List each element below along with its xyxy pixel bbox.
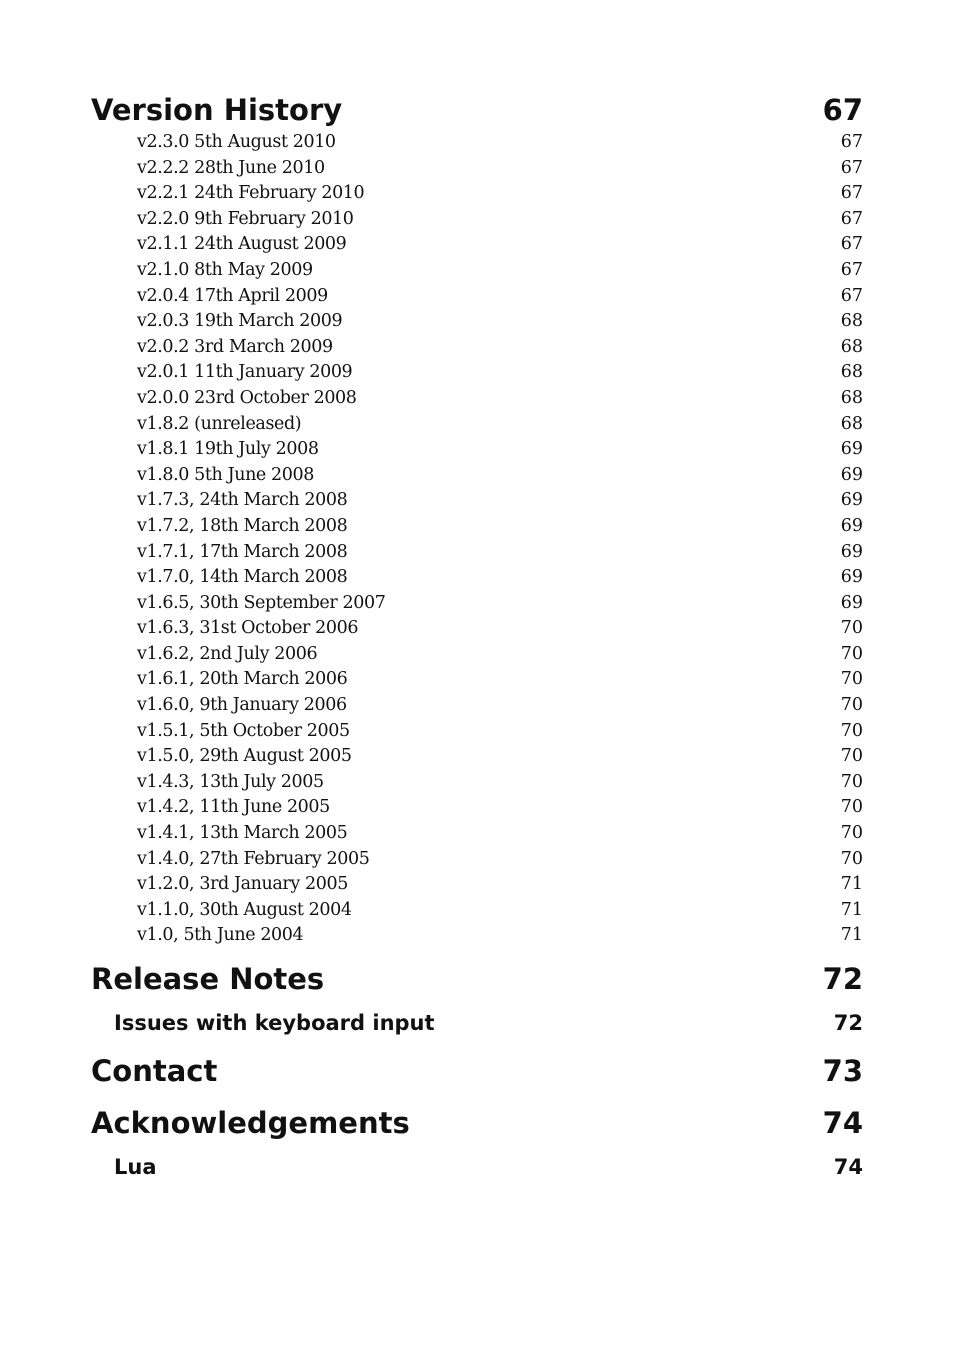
toc-entry-label: v1.8.2 (unreleased) xyxy=(137,413,302,434)
toc-entry[interactable] xyxy=(91,207,863,233)
section-title: Lua xyxy=(114,1155,157,1179)
toc-entry[interactable] xyxy=(91,463,863,489)
toc-entry[interactable] xyxy=(91,872,863,898)
toc-entry-label: v2.0.3 19th March 2009 xyxy=(137,311,343,332)
chapter-title: Acknowledgements xyxy=(91,1106,410,1140)
toc-entry-label: v2.0.1 11th January 2009 xyxy=(137,362,353,383)
toc-entry-page: 69 xyxy=(840,515,863,536)
toc-entry-label: v1.6.2, 2nd July 2006 xyxy=(137,643,318,664)
toc-entry[interactable] xyxy=(91,514,863,540)
toc-entry-page: 70 xyxy=(840,618,863,639)
toc-entry-page: 69 xyxy=(840,490,863,511)
toc-entry[interactable] xyxy=(91,770,863,796)
toc-entry-label: v1.6.5, 30th September 2007 xyxy=(137,592,386,613)
toc-entry[interactable] xyxy=(91,923,863,949)
toc-section-lua[interactable] xyxy=(91,1151,863,1183)
toc-entry-label: v1.7.0, 14th March 2008 xyxy=(137,567,348,588)
section-page: 74 xyxy=(833,1155,863,1179)
toc-entry-label: v2.3.0 5th August 2010 xyxy=(137,132,336,152)
toc-entry-page: 70 xyxy=(840,746,863,767)
toc-entry-label: v2.2.1 24th February 2010 xyxy=(137,183,365,204)
toc-entry[interactable] xyxy=(91,488,863,514)
toc-entry[interactable] xyxy=(91,642,863,668)
chapter-title: Release Notes xyxy=(91,962,325,996)
toc-entry[interactable] xyxy=(91,437,863,463)
section-title: Issues with keyboard input xyxy=(114,1011,435,1035)
toc-chapter-release-notes[interactable] xyxy=(91,959,863,999)
toc-entry[interactable] xyxy=(91,360,863,386)
toc-entry[interactable] xyxy=(91,616,863,642)
toc-chapter-acknowledgements[interactable] xyxy=(91,1103,863,1143)
toc-entry-label: v1.7.3, 24th March 2008 xyxy=(137,490,348,511)
toc-entry[interactable] xyxy=(91,847,863,873)
toc-entry-page: 68 xyxy=(840,387,863,408)
toc-entry-label: v1.8.0 5th June 2008 xyxy=(137,464,314,485)
toc-entry[interactable] xyxy=(91,309,863,335)
toc-entry-label: v1.5.1, 5th October 2005 xyxy=(137,720,350,741)
toc-entry-label: v2.0.0 23rd October 2008 xyxy=(137,387,357,408)
toc-entry[interactable] xyxy=(91,284,863,310)
toc-entry-page: 67 xyxy=(840,208,863,229)
chapter-title: Contact xyxy=(91,1054,218,1088)
toc-entry[interactable] xyxy=(91,719,863,745)
toc-entry-page: 68 xyxy=(840,362,863,383)
toc-entry-page: 69 xyxy=(840,592,863,613)
toc-entry-label: v1.1.0, 30th August 2004 xyxy=(137,899,352,920)
toc-entry-page: 68 xyxy=(840,311,863,332)
toc-entry-label: v2.1.0 8th May 2009 xyxy=(137,259,313,280)
toc-entry-page: 70 xyxy=(840,771,863,792)
toc-section-issues-with-keyboard-input[interactable] xyxy=(91,1007,863,1039)
toc-entry-label: v2.2.0 9th February 2010 xyxy=(137,208,354,229)
toc-entry-label: v1.6.1, 20th March 2006 xyxy=(137,669,348,690)
toc-entry[interactable] xyxy=(91,181,863,207)
toc-entry-label: v1.4.2, 11th June 2005 xyxy=(137,797,330,818)
toc-entry-label: v1.4.0, 27th February 2005 xyxy=(137,848,370,869)
toc-entry[interactable] xyxy=(91,591,863,617)
toc-entry[interactable] xyxy=(91,667,863,693)
toc-entry-page: 69 xyxy=(840,439,863,460)
chapter-page: 67 xyxy=(822,93,863,127)
toc-entry-page: 70 xyxy=(840,823,863,844)
toc-entry[interactable] xyxy=(91,258,863,284)
toc-entry-page: 69 xyxy=(840,464,863,485)
toc-entry-label: v1.2.0, 3rd January 2005 xyxy=(137,874,348,895)
toc-entry-page: 71 xyxy=(840,899,863,920)
toc-entry-label: v1.6.3, 31st October 2006 xyxy=(137,618,359,639)
toc-entry[interactable] xyxy=(91,540,863,566)
toc-entry-page: 68 xyxy=(840,413,863,434)
toc-chapter-contact[interactable] xyxy=(91,1051,863,1091)
chapter-page: 74 xyxy=(822,1106,863,1140)
toc-entry-page: 70 xyxy=(840,720,863,741)
toc-entry-page: 70 xyxy=(840,669,863,690)
toc-entry-label: v1.7.2, 18th March 2008 xyxy=(137,515,348,536)
toc-entry-page: 70 xyxy=(840,848,863,869)
toc-entry-page: 71 xyxy=(840,874,863,895)
toc-entry-page: 67 xyxy=(840,259,863,280)
toc-entry-page: 69 xyxy=(840,567,863,588)
toc-entry-page: 67 xyxy=(840,285,863,306)
toc-entry-page: 71 xyxy=(840,925,863,946)
toc-entry-page: 67 xyxy=(840,132,863,152)
chapter-page: 73 xyxy=(822,1054,863,1088)
toc-entry-label: v1.6.0, 9th January 2006 xyxy=(137,695,347,716)
toc-entry[interactable] xyxy=(91,335,863,361)
toc-entry-page: 67 xyxy=(840,183,863,204)
toc-entry-page: 68 xyxy=(840,336,863,357)
toc-entry[interactable] xyxy=(91,693,863,719)
chapter-page: 72 xyxy=(822,962,863,996)
toc-entry[interactable] xyxy=(91,565,863,591)
section-page: 72 xyxy=(833,1011,863,1035)
toc-entry-page: 67 xyxy=(840,234,863,255)
toc-entry[interactable] xyxy=(91,744,863,770)
toc-entry[interactable] xyxy=(91,898,863,924)
toc-entry[interactable] xyxy=(91,795,863,821)
toc-entry-page: 67 xyxy=(840,157,863,178)
toc-entry-page: 70 xyxy=(840,695,863,716)
toc-entry-label: v2.1.1 24th August 2009 xyxy=(137,234,347,255)
toc-entry[interactable] xyxy=(91,232,863,258)
toc-entry[interactable] xyxy=(91,156,863,182)
toc-entry[interactable] xyxy=(91,386,863,412)
toc-entry-label: v1.5.0, 29th August 2005 xyxy=(137,746,352,767)
toc-entry-label: v2.2.2 28th June 2010 xyxy=(137,157,325,178)
toc-entry-label: v1.4.3, 13th July 2005 xyxy=(137,771,324,792)
table-of-contents xyxy=(91,90,863,1183)
toc-entry-label: v1.4.1, 13th March 2005 xyxy=(137,823,348,844)
toc-entry-label: v1.0, 5th June 2004 xyxy=(137,925,304,946)
toc-entry-label: v1.7.1, 17th March 2008 xyxy=(137,541,348,562)
toc-entry[interactable] xyxy=(91,130,863,156)
version-history-entries xyxy=(91,130,863,949)
toc-entry[interactable] xyxy=(91,412,863,438)
toc-chapter-version-history[interactable] xyxy=(91,90,863,130)
toc-entry-page: 69 xyxy=(840,541,863,562)
toc-entry-label: v2.0.4 17th April 2009 xyxy=(137,285,328,306)
toc-entry[interactable] xyxy=(91,821,863,847)
chapter-title: Version History xyxy=(91,93,343,127)
toc-entry-page: 70 xyxy=(840,643,863,664)
toc-entry-label: v2.0.2 3rd March 2009 xyxy=(137,336,333,357)
toc-entry-label: v1.8.1 19th July 2008 xyxy=(137,439,319,460)
toc-entry-page: 70 xyxy=(840,797,863,818)
